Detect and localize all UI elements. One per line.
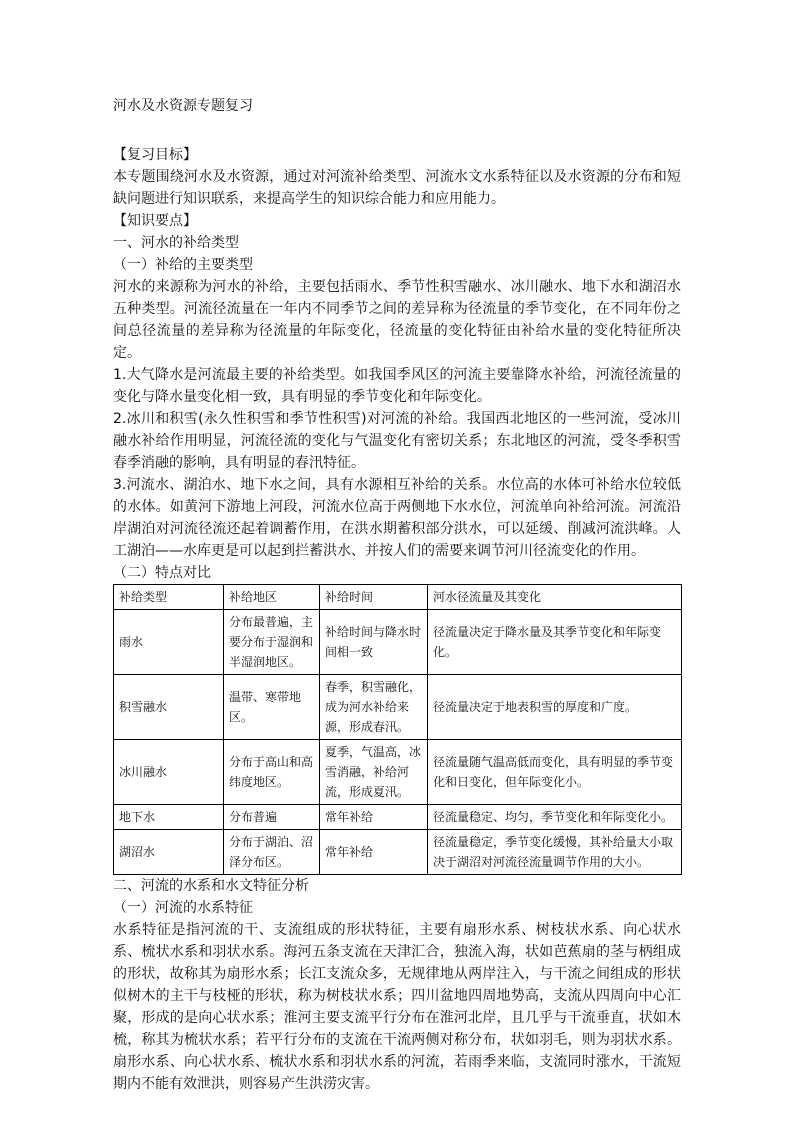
section-2-heading: 二、河流的水系和水文特征分析 xyxy=(113,878,309,894)
section-2-subheading-1: （一）河流的水系特征 xyxy=(113,900,253,916)
section-1-subheading-2: （二）特点对比 xyxy=(113,565,211,581)
table-cell: 常年补给 xyxy=(320,805,428,830)
section-1-paragraph-2: 1.大气降水是河流最主要的补给类型。如我国季风区的河流主要靠降水补给，河流径流量的变化与降水量变化相一致，具有明显的季节变化和年际变化。 xyxy=(113,367,681,405)
document-title: 河水及水资源专题复习 xyxy=(113,98,253,114)
section-1-subheading-1: （一）补给的主要类型 xyxy=(113,257,253,273)
table-row xyxy=(114,830,682,875)
table-cell: 夏季，气温高，冰雪消融，补给河流，形成夏汛。 xyxy=(320,740,428,805)
table-header-cell: 河水径流量及其变化 xyxy=(428,585,682,610)
review-goal-text: 本专题围绕河水及水资源，通过对河流补给类型、河流水文水系特征以及水资源的分布和短缺问题进行知识联系，来提高学生的知识综合能力和应用能力。 xyxy=(113,169,681,207)
table-cell: 春季，积雪融化，成为河水补给来源，形成春汛。 xyxy=(320,675,428,740)
table-cell: 地下水 xyxy=(114,805,224,830)
table-cell: 径流量决定于地表积雪的厚度和广度。 xyxy=(428,675,682,740)
table-cell: 常年补给 xyxy=(320,830,428,875)
section-1-heading: 一、河水的补给类型 xyxy=(113,235,239,251)
table-cell: 冰川融水 xyxy=(114,740,224,805)
table-row xyxy=(114,740,682,805)
table-cell: 雨水 xyxy=(114,610,224,675)
table-row xyxy=(114,610,682,675)
table-cell: 分布于高山和高纬度地区。 xyxy=(224,740,320,805)
table-cell: 分布于湖泊、沼泽分布区。 xyxy=(224,830,320,875)
table-cell: 径流量随气温高低而变化，具有明显的季节变化和日变化，但年际变化小。 xyxy=(428,740,682,805)
section-1-paragraph-1: 河水的来源称为河水的补给，主要包括雨水、季节性积雪融水、冰川融水、地下水和湖沼水五种类型。河流径流量在一年内不同季节之间的差异称为径流量的季节变化，在不同年份之间总径流量的差异称为径流量的年际变化，径流量的变化特征由补给水量的变化特征所决定。 xyxy=(113,279,681,361)
section-1-paragraph-3: 2.冰川和积雪(永久性积雪和季节性积雪)对河流的补给。我国西北地区的一些河流，受冰川融水补给作用明显，河流径流的变化与气温变化有密切关系；东北地区的河流，受冬季积雪春季消融的影响，具有明显的春汛特征。 xyxy=(113,411,681,471)
table-row xyxy=(114,675,682,740)
table-header-cell: 补给地区 xyxy=(224,585,320,610)
table-cell: 湖沼水 xyxy=(114,830,224,875)
table-cell: 温带、寒带地区。 xyxy=(224,675,320,740)
review-goal-heading: 【复习目标】 xyxy=(113,147,197,163)
table-cell: 径流量稳定、均匀，季节变化和年际变化小。 xyxy=(428,805,682,830)
section-2-paragraph-1: 水系特征是指河流的干、支流组成的形状特征，主要有扇形水系、树枝状水系、向心状水系、梳状水系和羽状水系。海河五条支流在天津汇合，独流入海，状如芭蕉扇的茎与柄组成的形状，故称其为扇形水系；长江支流众多，无规律地从两岸注入，与干流之间组成的形状似树木的主干与枝桠的形状，称为树枝状水系；四川盆地四周地势高，支流从四周向中心汇聚，形成的是向心状水系；淮河主要支流平行分布在淮河北岸，且几乎与干流垂直，状如木梳，称其为梳状水系；若平行分布的支流在干流两侧对称分布，状如羽毛，则为羽状水系。扇形水系、向心状水系、梳状水系和羽状水系的河流，若雨季来临，支流同时涨水，干流短期内不能有效泄洪，则容易产生洪涝灾害。 xyxy=(113,922,681,1092)
table-cell: 积雪融水 xyxy=(114,675,224,740)
table-header-row xyxy=(114,585,682,610)
table-cell: 分布普遍 xyxy=(224,805,320,830)
key-points-heading: 【知识要点】 xyxy=(113,213,197,229)
document-page xyxy=(113,96,681,1095)
table-row xyxy=(114,805,682,830)
table-cell: 补给时间与降水时间相一致 xyxy=(320,610,428,675)
section-1-paragraph-4: 3.河流水、湖泊水、地下水之间，具有水源相互补给的关系。水位高的水体可补给水位较低的水体。如黄河下游地上河段，河流水位高于两侧地下水水位，河流单向补给河流。河流沿岸湖泊对河流径流还起着调蓄作用，在洪水期蓄积部分洪水，可以延缓、削减河流洪峰。人工湖泊——水库更是可以起到拦蓄洪水、并按人们的需要来调节河川径流变化的作用。 xyxy=(113,477,681,559)
table-header-cell: 补给时间 xyxy=(320,585,428,610)
table-header-cell: 补给类型 xyxy=(114,585,224,610)
table-cell: 径流量决定于降水量及其季节变化和年际变化。 xyxy=(428,610,682,675)
table-cell: 径流量稳定，季节变化缓慢，其补给量大小取决于湖沼对河流径流量调节作用的大小。 xyxy=(428,830,682,875)
table-cell: 分布最普遍，主要分布于湿润和半湿润地区。 xyxy=(224,610,320,675)
supply-comparison-table xyxy=(113,584,682,875)
